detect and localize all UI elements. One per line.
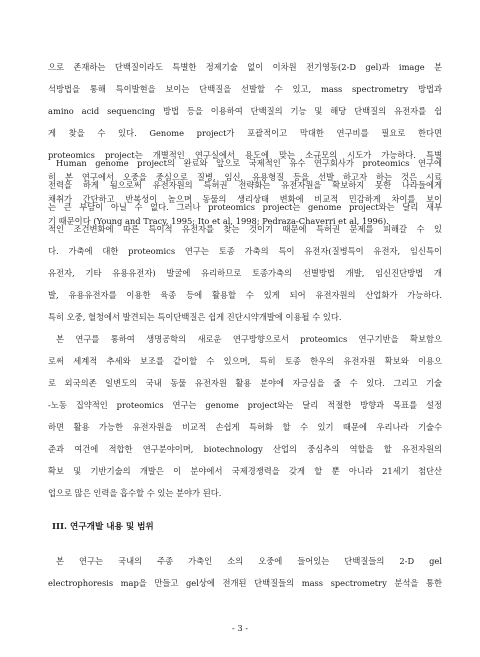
text-line: 채취가 간단하고 반복성이 높으며 동물의 생리상태 변화에 비교적 민감하게 차이를 보이 bbox=[48, 194, 442, 204]
page-number: - 3 - bbox=[231, 623, 249, 633]
text-line: 발, 유용유전자를 이용한 육종 등에 활용할 수 있게 되어 유전자원의 산업화가 가능하다. bbox=[48, 290, 442, 300]
text-line: 특히 오중, 혈청에서 발견되는 특이단백질은 쉽게 진단시약개발에 이용될 수 있다. bbox=[48, 312, 342, 322]
text-line: 기 때문이다 (Young and Tracy, 1995; Ito et al, 1998; Pedraza-Chaverri et al, 1996). bbox=[48, 216, 389, 226]
text-line: 적인 조건변화에 따른 특이적 유전자를 찾는 것이기 때문에 특허권 문제를 피해갈 수 있 bbox=[48, 224, 442, 234]
text-line: Human genome project의 완료와 앞으로 국제적인 유수 연구회사가 proteomics 연구에 bbox=[56, 158, 442, 168]
text-line: 본 연구는 국내의 주종 가축인 소의 오중에 들어있는 단백질들의 2-D gel bbox=[56, 556, 442, 566]
text-line: 게 찾을 수 있다. Genome project가 포괄적이고 막대한 연구비를 필요로 한다면 bbox=[48, 128, 442, 138]
text-line: 는 큰 부담이 아닐 수 없다. 그러나 proteomics project는 genome project와는 달리 새부 bbox=[48, 202, 442, 212]
text-line: -노동 집약적인 proteomics 연구는 genome project와는 달리 적절한 방향과 목표를 설정 bbox=[48, 400, 442, 410]
text-line: 본 연구를 통하여 생명공학의 새로운 연구방향으로서 proteomics 연구기반을 확보함으 bbox=[56, 334, 442, 344]
text-line: 하면 활용 가능한 유전자원을 비교적 손쉽게 특허화 할 수 있기 때문에 우리나라 기술수 bbox=[48, 422, 442, 432]
text-line: 준과 여건에 적합한 연구분야이며, biotechnology 산업의 중심추의 역할을 할 유전자원의 bbox=[48, 444, 442, 454]
text-line: electrophoresis map을 만들고 gel상에 전개된 단백질들의 mass spectrometry 분석을 통한 bbox=[48, 578, 442, 588]
text-line: 로써 세계적 추세와 보조를 같이할 수 있으며, 특히 토종 한우의 유전자원 확보와 이용으 bbox=[48, 356, 442, 366]
text-line: 으로 존재하는 단백질이라도 특별한 정제기술 없이 이차원 전기영동(2-D gel)과 image 분 bbox=[48, 62, 442, 72]
text-line: 전력을 하게 됨으로써 유전자원의 특허권 전략화는 유전자원을 확보하지 못한 나라들에게 bbox=[48, 180, 442, 190]
text-line: 히 본 연구에서 오중을 중심으로 질병, 임신, 유용형질 등을 선발 하고자 하는 것은 시료 bbox=[48, 172, 442, 182]
text-line: 다. 가축에 대한 proteomics 연구는 토종 가축의 특이 유전자(질병특이 유전자, 임신특이 bbox=[48, 246, 442, 256]
text-line: proteomics project는 개별적인 연구실에서 용도에 맞는 소규모의 시도가 가능하다. 특별 bbox=[48, 150, 442, 160]
text-line: amino acid sequencing 방법 등을 이용하여 단백질의 기능 및 해당 단백질의 유전자를 쉽 bbox=[48, 106, 442, 116]
text-line: 업으로 많은 인력을 흡수할 수 있는 분야가 된다. bbox=[48, 488, 222, 498]
text-line: 석방법을 통해 특이발현을 보이는 단백질을 선발할 수 있고, mass spectrometry 방법과 bbox=[48, 84, 442, 94]
text-line: 로 외국의존 일변도의 국내 동물 유전자원 활용 분야에 자긍심을 줄 수 있다. 그리고 기술 bbox=[48, 378, 442, 388]
section-heading: III. 연구개발 내용 및 범위 bbox=[52, 522, 154, 532]
text-line: 확보 및 기반기술의 개발은 이 분야에서 국제경쟁력을 갖게 할 뿐 아니라 21세기 첨단산 bbox=[48, 466, 442, 476]
text-line: 유전자, 기타 유용유전자) 발굴에 유리하므로 토종가축의 선별방법 개발, 임신진단방법 개 bbox=[48, 268, 442, 278]
